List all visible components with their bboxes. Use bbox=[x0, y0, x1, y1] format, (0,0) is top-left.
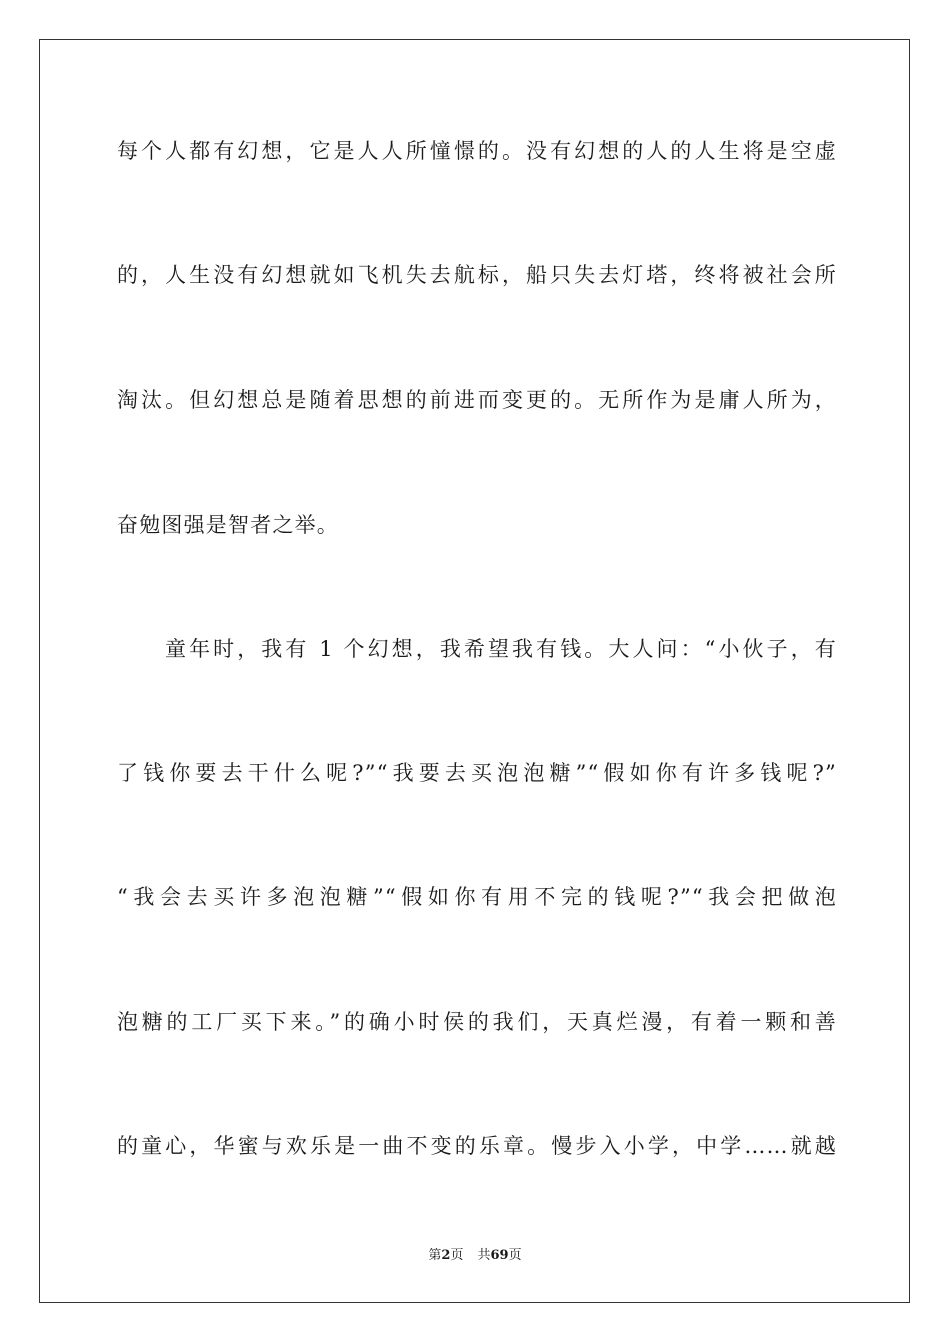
footer-page-number: 2 bbox=[441, 1248, 451, 1263]
body-line-2: 的，人生没有幻想就如飞机失去航标，船只失去灯塔，终将被社会所 bbox=[117, 263, 837, 287]
footer-page-suffix: 页 bbox=[450, 1248, 464, 1263]
footer-total-prefix: 共 bbox=[477, 1248, 491, 1263]
body-line-7: “我会去买许多泡泡糖”“假如你有用不完的钱呢?”“我会把做泡 bbox=[117, 885, 837, 909]
footer-total-suffix: 页 bbox=[508, 1248, 522, 1263]
body-line-4: 奋勉图强是智者之举。 bbox=[117, 513, 339, 537]
body-line-6: 了钱你要去干什么呢?”“我要去买泡泡糖”“假如你有许多钱呢?” bbox=[117, 761, 837, 785]
footer-total-pages: 69 bbox=[490, 1248, 509, 1263]
body-line-3: 淘汰。但幻想总是随着思想的前进而变更的。无所作为是庸人所为， bbox=[117, 388, 837, 412]
page-footer bbox=[0, 1247, 950, 1265]
footer-page-prefix: 第 bbox=[428, 1248, 442, 1263]
body-line-8: 泡糖的工厂买下来。”的确小时侯的我们，天真烂漫，有着一颗和善 bbox=[117, 1010, 837, 1034]
page-frame bbox=[39, 39, 910, 1303]
body-line-1: 每个人都有幻想，它是人人所憧憬的。没有幻想的人的人生将是空虚 bbox=[117, 139, 837, 163]
body-line-5: 童年时，我有 1 个幻想，我希望我有钱。大人问：“小伙子，有 bbox=[165, 637, 837, 661]
body-line-9: 的童心，华蜜与欢乐是一曲不变的乐章。慢步入小学，中学……就越 bbox=[117, 1134, 837, 1158]
